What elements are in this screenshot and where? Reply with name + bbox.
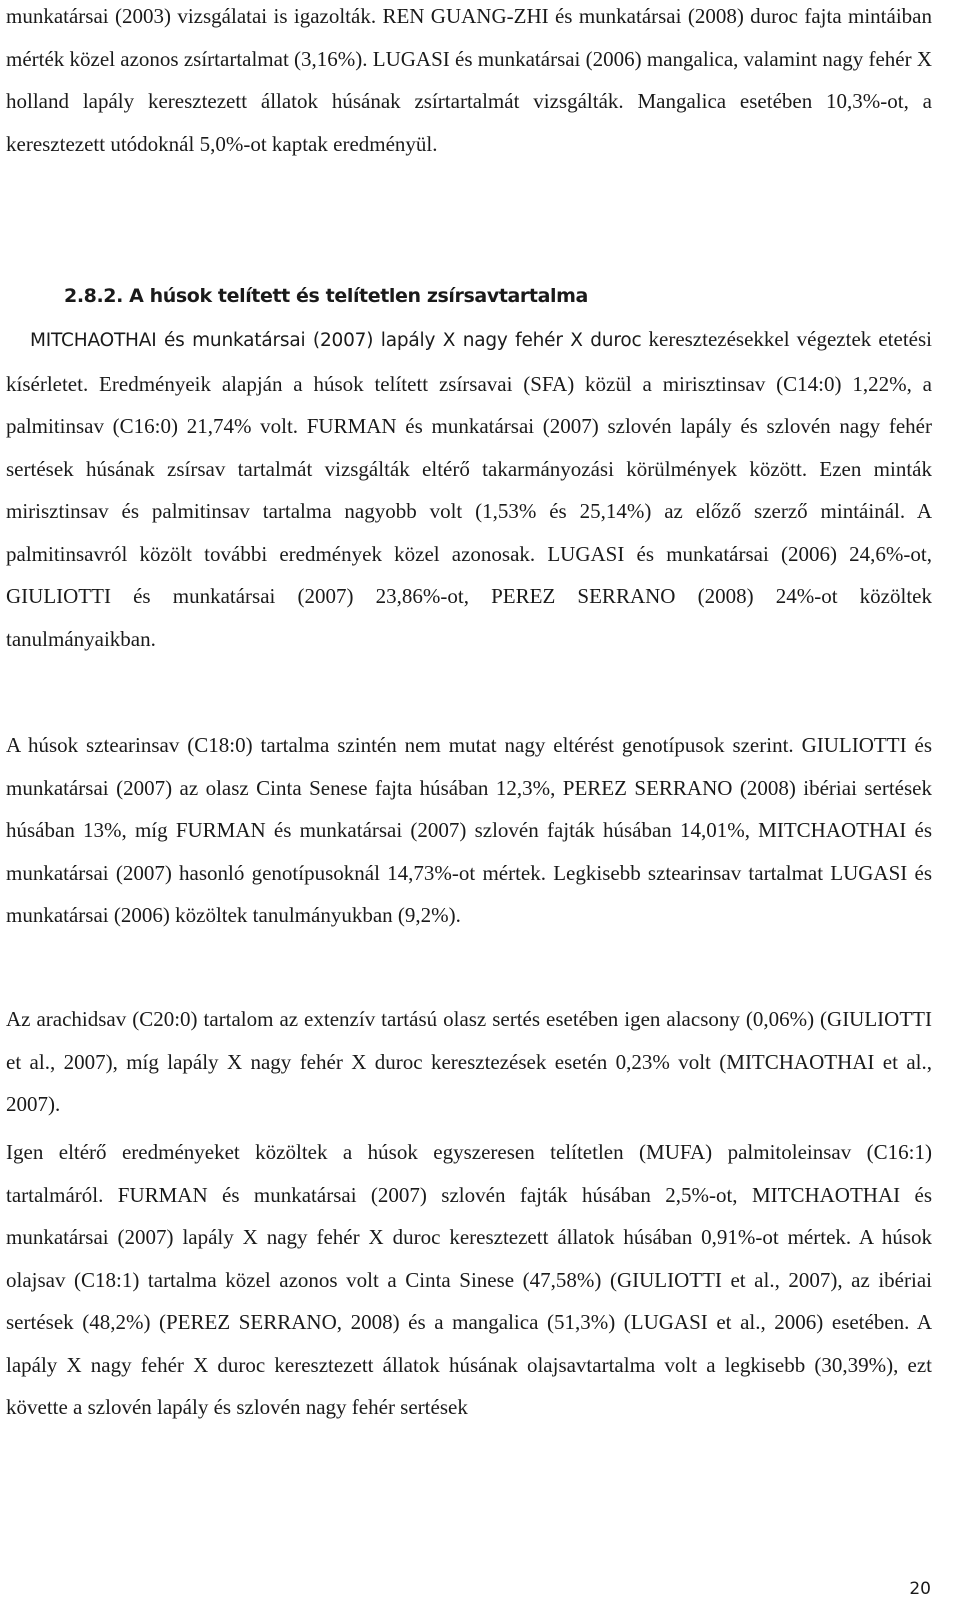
paragraph: munkatársai (2003) vizsgálatai is igazolták. REN GUANG-ZHI és munkatársai (2008) duroc fajta mintáiban mérték közel azonos zsírtartalmat (3,16%). LUGASI és munkatársai (2006) mangalica, valamint nagy fehér X holland lapály keresztezett állatok húsának zsírtartalmát vizsgálták. Mangalica esetében 10,3%-ot, a keresztezett utódoknál 5,0%-ot kaptak eredményül. xyxy=(6,4,933,156)
paragraph: Igen eltérő eredményeket közöltek a húsok egyszeresen telítetlen (MUFA) palmitoleinsav (C16:1) tartalmáról. FURMAN és munkatársai (2007) szlovén fajták húsában 2,5%-ot, MITCHAOTHAI és munkatársai (2007) lapály X nagy fehér X duroc keresztezett állatok húsában 0,91%-ot mértek. A húsok olajsav (C18:1) tartalma közel azonos volt a Cinta Sinese (47,58%) (GIULIOTTI et al., 2007), az ibériai sertések (48,2%) (PEREZ SERRANO, 2008) és a mangalica (51,3%) (LUGASI et al., 2006) esetében. A lapály X nagy fehér X duroc keresztezett állatok húsának olajsavtartalma volt a legkisebb (30,39%), ezt követte a szlovén lapály és szlovén nagy fehér sertések xyxy=(6,1140,932,1419)
section-heading: 2.8.2. A húsok telített és telítetlen zsírsavtartalma xyxy=(64,285,588,307)
paragraph: Az arachidsav (C20:0) tartalom az extenzív tartású olasz sertés esetében igen alacsony (0,06%) (GIULIOTTI et al., 2007), míg lapály X nagy fehér X duroc keresztezések esetén 0,23% volt (MITCHAOTHAI et al., 2007). xyxy=(6,1007,932,1116)
paragraph-body: keresztezésekkel végeztek etetési kísérletet. Eredményeik alapján a húsok telített zsírsavai (SFA) közül a mirisztinsav (C14:0) 1,22%, a palmitinsav (C16:0) 21,74% volt. FURMAN és munkatársai (2007) szlovén lapály és szlovén nagy fehér sertések húsának zsírsav tartalmát vizsgálták eltérő takarmányozási körülmények között. Ezen minták mirisztinsav és palmitinsav tartalma nagyobb volt (1,53% és 25,14%) az előző szerző mintáinál. A palmitinsavról közölt további eredmények közel azonosak. LUGASI és munkatársai (2006) 24,6%-ot, GIULIOTTI és munkatársai (2007) 23,86%-ot, PEREZ SERRANO (2008) 24%-ot közöltek tanulmányaikban. xyxy=(6,327,932,651)
document-page xyxy=(6,0,932,1610)
page-number: 20 xyxy=(909,1579,931,1599)
paragraph-lead: MITCHAOTHAI és munkatársai (2007) lapály X nagy fehér X duroc xyxy=(30,330,642,351)
paragraph: A húsok sztearinsav (C18:0) tartalma szintén nem mutat nagy eltérést genotípusok szerint. GIULIOTTI és munkatársai (2007) az olasz Cinta Senese fajta húsában 12,3%, PEREZ SERRANO (2008) ibériai sertések húsában 13%, míg FURMAN és munkatársai (2007) szlovén fajták húsában 14,01%, MITCHAOTHAI és munkatársai (2007) hasonló genotípusoknál 14,73%-ot mértek. Legkisebb sztearinsav tartalmat LUGASI és munkatársai (2006) közöltek tanulmányukban (9,2%). xyxy=(6,733,932,927)
paragraph xyxy=(6,318,932,660)
